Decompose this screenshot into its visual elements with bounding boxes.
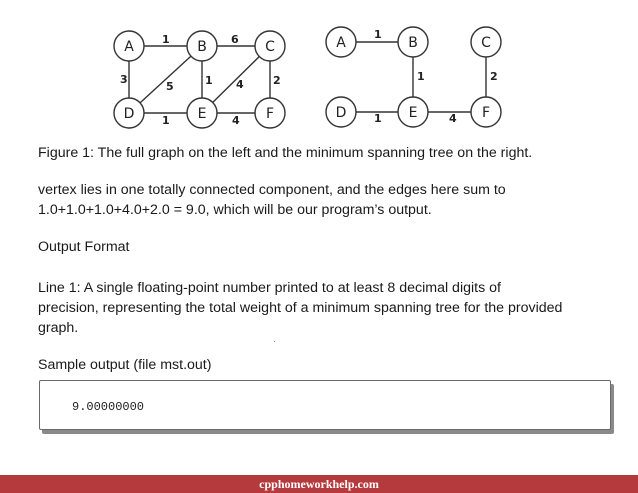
paragraph-line: Line 1: A single floating-point number printed to at least 8 decimal digits of [38,280,501,296]
graph-figure [0,0,638,140]
weight-d-e: 1 [162,114,170,127]
weight-b-e: 1 [205,74,213,87]
sample-output-value: 9.00000000 [72,400,145,414]
footer-banner [0,475,638,493]
mst-weight-d-e: 1 [374,112,382,125]
sample-output-label: Sample output (file mst.out) [38,357,212,373]
weight-e-f: 4 [232,114,240,127]
paragraph-line: precision, representing the total weight of a minimum spanning tree for the provided [38,300,563,316]
weight-c-f: 2 [273,74,281,87]
mst-node-label-e: E [408,105,418,121]
mst-weight-a-b: 1 [374,28,382,41]
weight-b-d: 5 [166,80,174,93]
node-label-a: A [124,39,134,55]
mst-node-label-a: A [336,35,346,51]
mst-weight-b-e: 1 [417,70,425,83]
mst-weight-c-f: 2 [490,70,498,83]
node-label-c: C [265,39,275,55]
paragraph-line: vertex lies in one totally connected component, and the edges here sum to [38,182,506,198]
node-label-e: E [197,106,207,122]
weight-c-e: 4 [236,78,244,91]
sample-output-box [39,380,611,430]
weight-b-c: 6 [231,33,239,46]
mst-node-label-c: C [481,35,491,51]
mst-node-label-f: F [481,105,491,121]
node-label-f: F [265,106,275,122]
mst-weight-e-f: 4 [449,112,457,125]
paragraph-line: graph. [38,320,79,336]
weight-a-b: 1 [162,33,170,46]
weight-a-d: 3 [120,73,128,86]
mst-node-label-b: B [408,35,418,51]
output-format-heading: Output Format [38,239,130,255]
figure-caption: Figure 1: The full graph on the left and the minimum spanning tree on the right. [38,145,533,161]
footer-site-link[interactable]: cpphomeworkhelp.com [259,477,379,491]
stray-dot [274,341,275,342]
paragraph-line: 1.0+1.0+1.0+4.0+2.0 = 9.0, which will be our program’s output. [38,202,432,218]
node-label-b: B [197,39,207,55]
mst-node-label-d: D [335,105,347,121]
node-label-d: D [123,106,135,122]
